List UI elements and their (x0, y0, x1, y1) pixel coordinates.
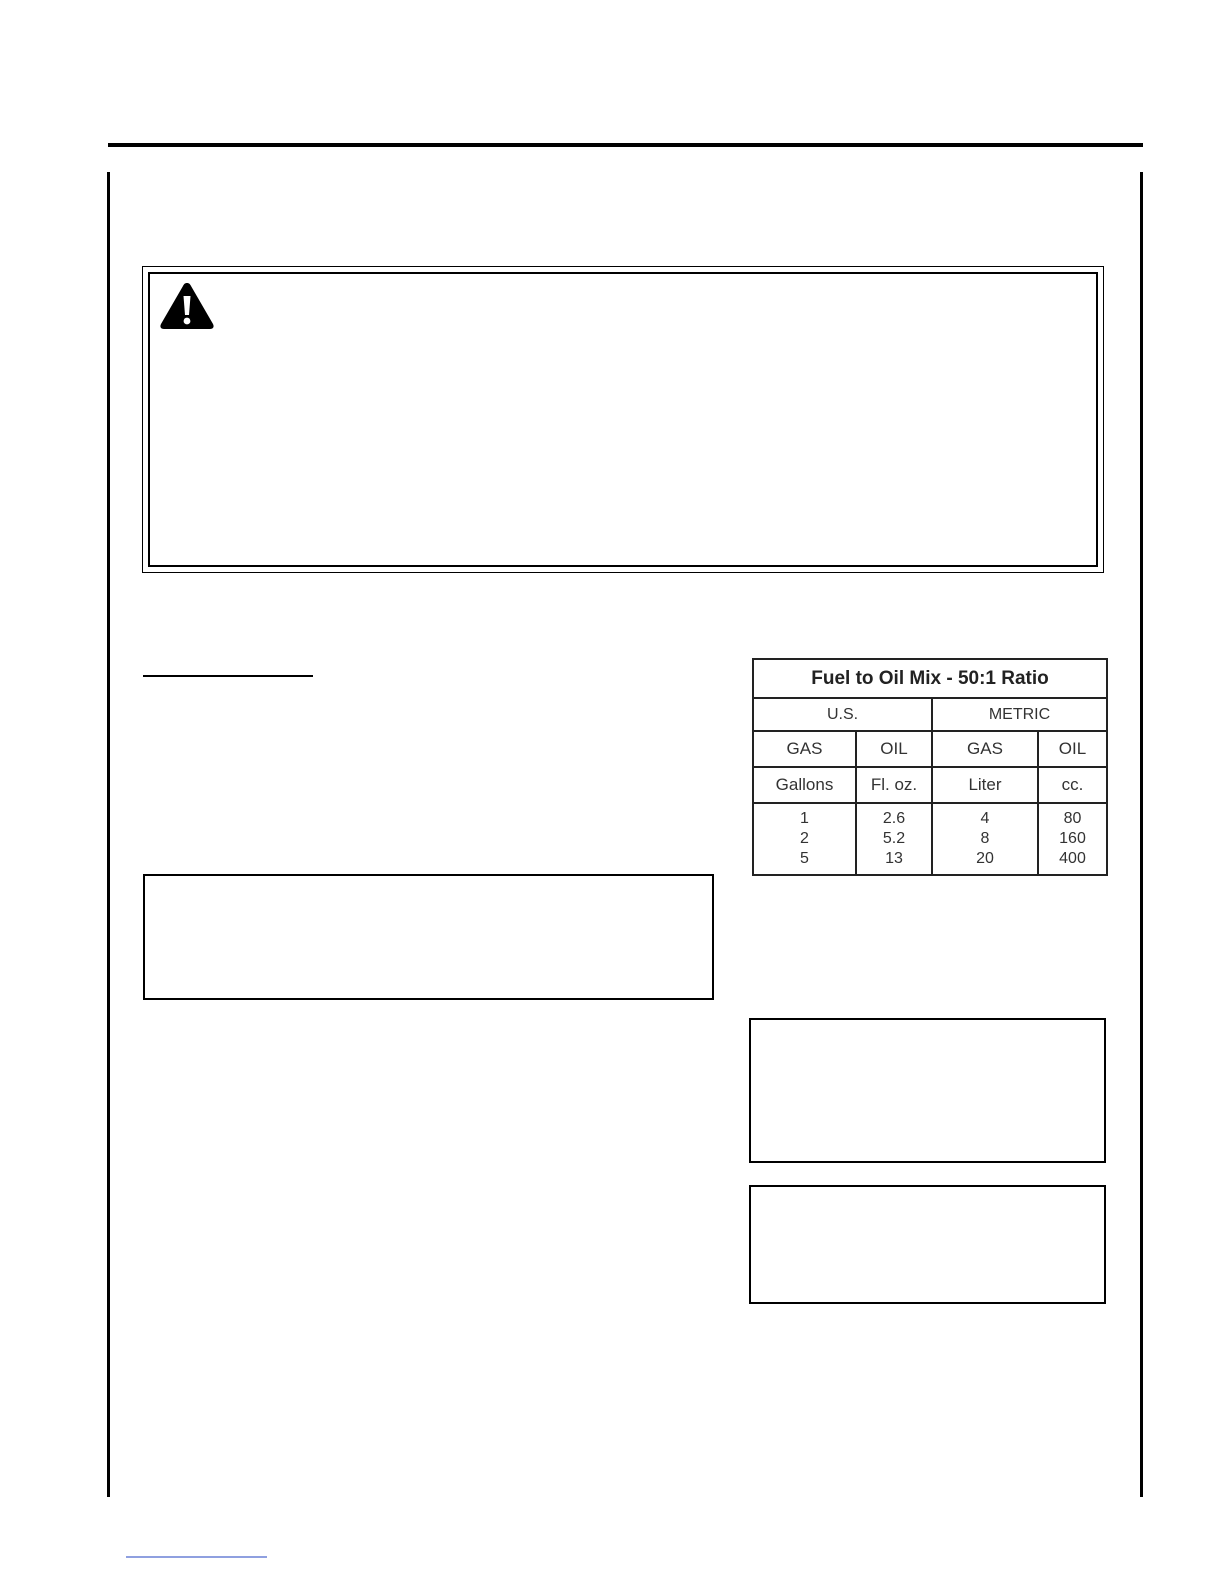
table-value: 80 (1063, 810, 1082, 827)
section-heading-underline (143, 675, 313, 677)
unit-label: cc. (1038, 767, 1107, 803)
table-value: 20 (976, 850, 994, 867)
column-header: GAS (753, 731, 856, 767)
warning-box-inner-border (148, 272, 1098, 567)
table-value: 2.6 (882, 810, 906, 827)
header-rule (108, 143, 1143, 147)
column-header: OIL (856, 731, 932, 767)
table-value: 13 (885, 850, 903, 867)
table-value: 160 (1059, 830, 1086, 847)
oil-floz-cell (856, 803, 932, 875)
note-box (749, 1185, 1106, 1304)
gas-liter-cell (932, 803, 1038, 875)
oil-cc-cell (1038, 803, 1107, 875)
group-header-metric: METRIC (932, 698, 1107, 731)
group-header-us: U.S. (753, 698, 932, 731)
note-box (749, 1018, 1106, 1163)
table-value: 5 (800, 850, 809, 867)
right-margin-rule (1140, 172, 1143, 1497)
table-value: 5.2 (882, 830, 906, 847)
link-underline[interactable] (126, 1556, 267, 1558)
table-value: 400 (1059, 850, 1086, 867)
column-header: OIL (1038, 731, 1107, 767)
table-value: 2 (800, 830, 809, 847)
column-header: GAS (932, 731, 1038, 767)
left-margin-rule (107, 172, 110, 1497)
unit-row (753, 767, 1107, 803)
table-value: 1 (800, 810, 809, 827)
table-value: 8 (980, 830, 990, 847)
table-value: 4 (980, 810, 990, 827)
unit-label: Liter (932, 767, 1038, 803)
table-title: Fuel to Oil Mix - 50:1 Ratio (753, 659, 1107, 698)
table-values-row (753, 803, 1107, 875)
fuel-oil-mix-table (752, 658, 1108, 876)
column-header-row (753, 731, 1107, 767)
warning-triangle-icon (159, 281, 215, 331)
warning-box (142, 266, 1104, 573)
unit-label: Fl. oz. (856, 767, 932, 803)
gas-gallons-cell (753, 803, 856, 875)
note-box (143, 874, 714, 1000)
unit-label: Gallons (753, 767, 856, 803)
